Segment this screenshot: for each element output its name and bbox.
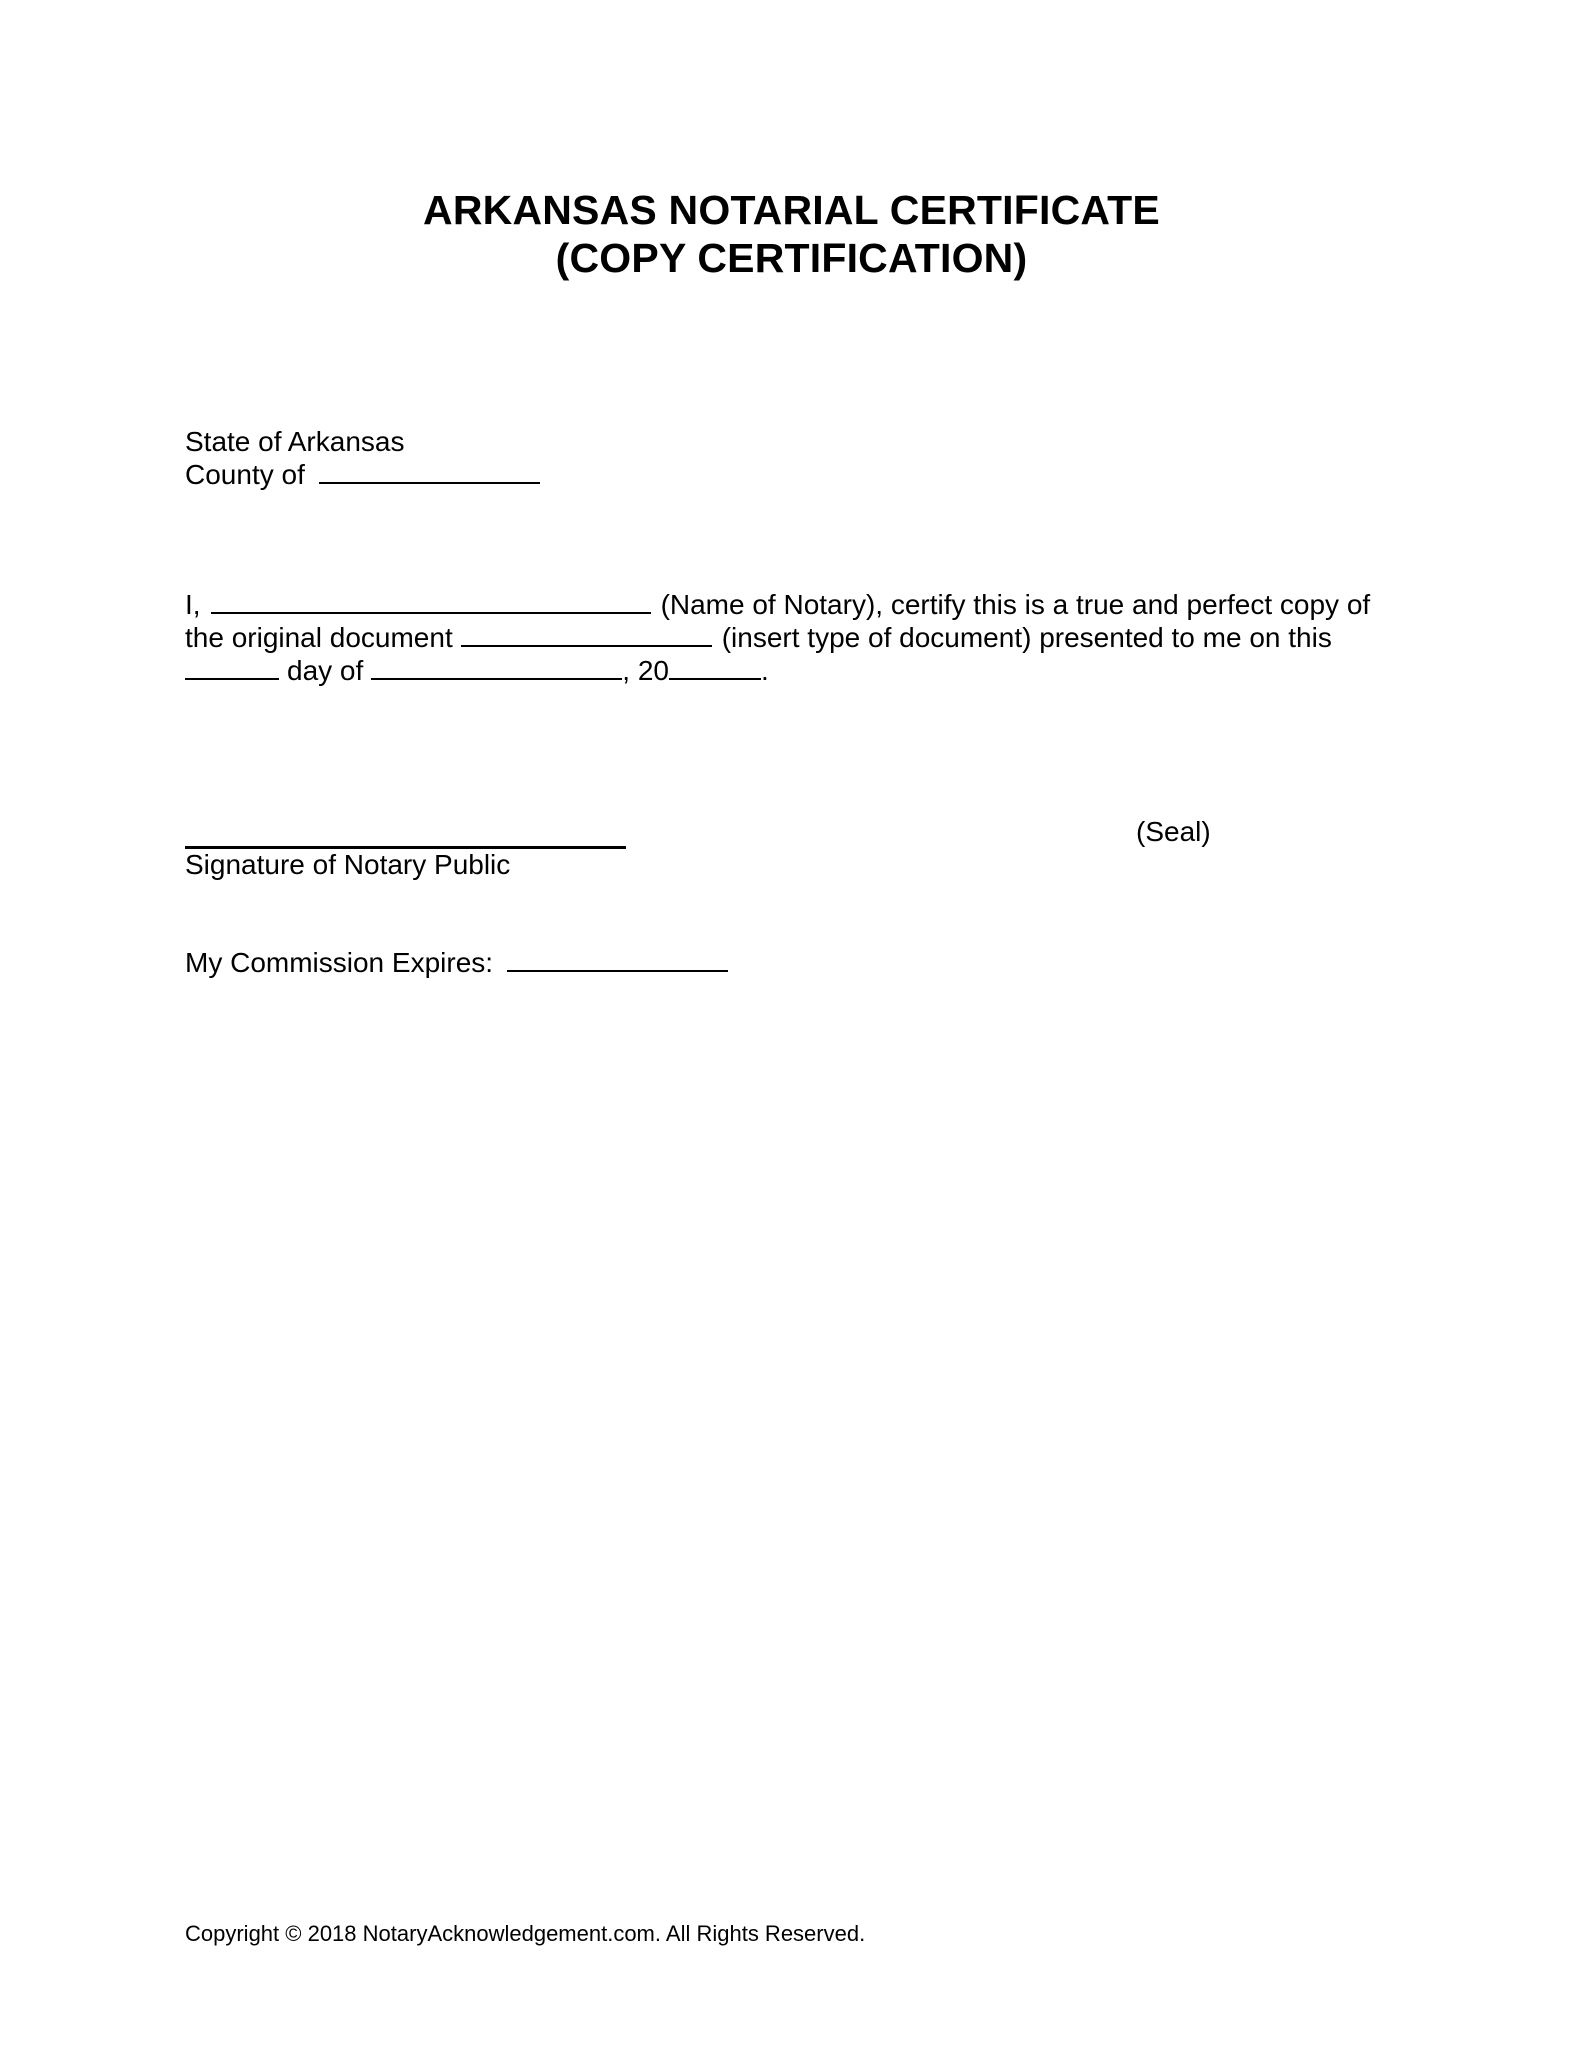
day-blank[interactable] — [185, 654, 279, 680]
document-subtitle: (COPY CERTIFICATION) — [555, 235, 1028, 281]
certification-line-2 — [185, 621, 1332, 655]
commission-expiry-blank[interactable] — [507, 946, 728, 972]
month-blank[interactable] — [371, 654, 622, 680]
document-title: ARKANSAS NOTARIAL CERTIFICATE — [423, 187, 1160, 233]
document-type-blank[interactable] — [461, 621, 712, 647]
state-label: State of Arkansas — [185, 426, 405, 457]
cert-line1-text: (Name of Notary), certify this is a true and perfect copy of — [660, 589, 1371, 620]
cert-prefix: I, — [185, 589, 201, 620]
original-document-label: the original document — [185, 622, 453, 653]
cert-line2-text: (insert type of document) presented to me on this — [721, 622, 1332, 653]
signature-label: Signature of Notary Public — [185, 849, 511, 880]
year-blank[interactable] — [669, 654, 761, 680]
county-label: County of — [185, 459, 305, 490]
year-prefix: , 20 — [622, 655, 669, 686]
notary-name-blank[interactable] — [211, 588, 651, 614]
day-of-label: day of — [287, 655, 364, 686]
county-line — [185, 458, 540, 492]
certification-line-1 — [185, 588, 1370, 622]
sentence-end: . — [760, 655, 769, 686]
seal-label: (Seal) — [1136, 816, 1211, 847]
county-blank[interactable] — [319, 458, 540, 484]
copyright-footer: Copyright © 2018 NotaryAcknowledgement.com. All Rights Reserved. — [185, 1921, 866, 1946]
certification-line-3 — [185, 654, 769, 688]
commission-line — [185, 946, 728, 980]
commission-label: My Commission Expires: — [185, 947, 494, 978]
